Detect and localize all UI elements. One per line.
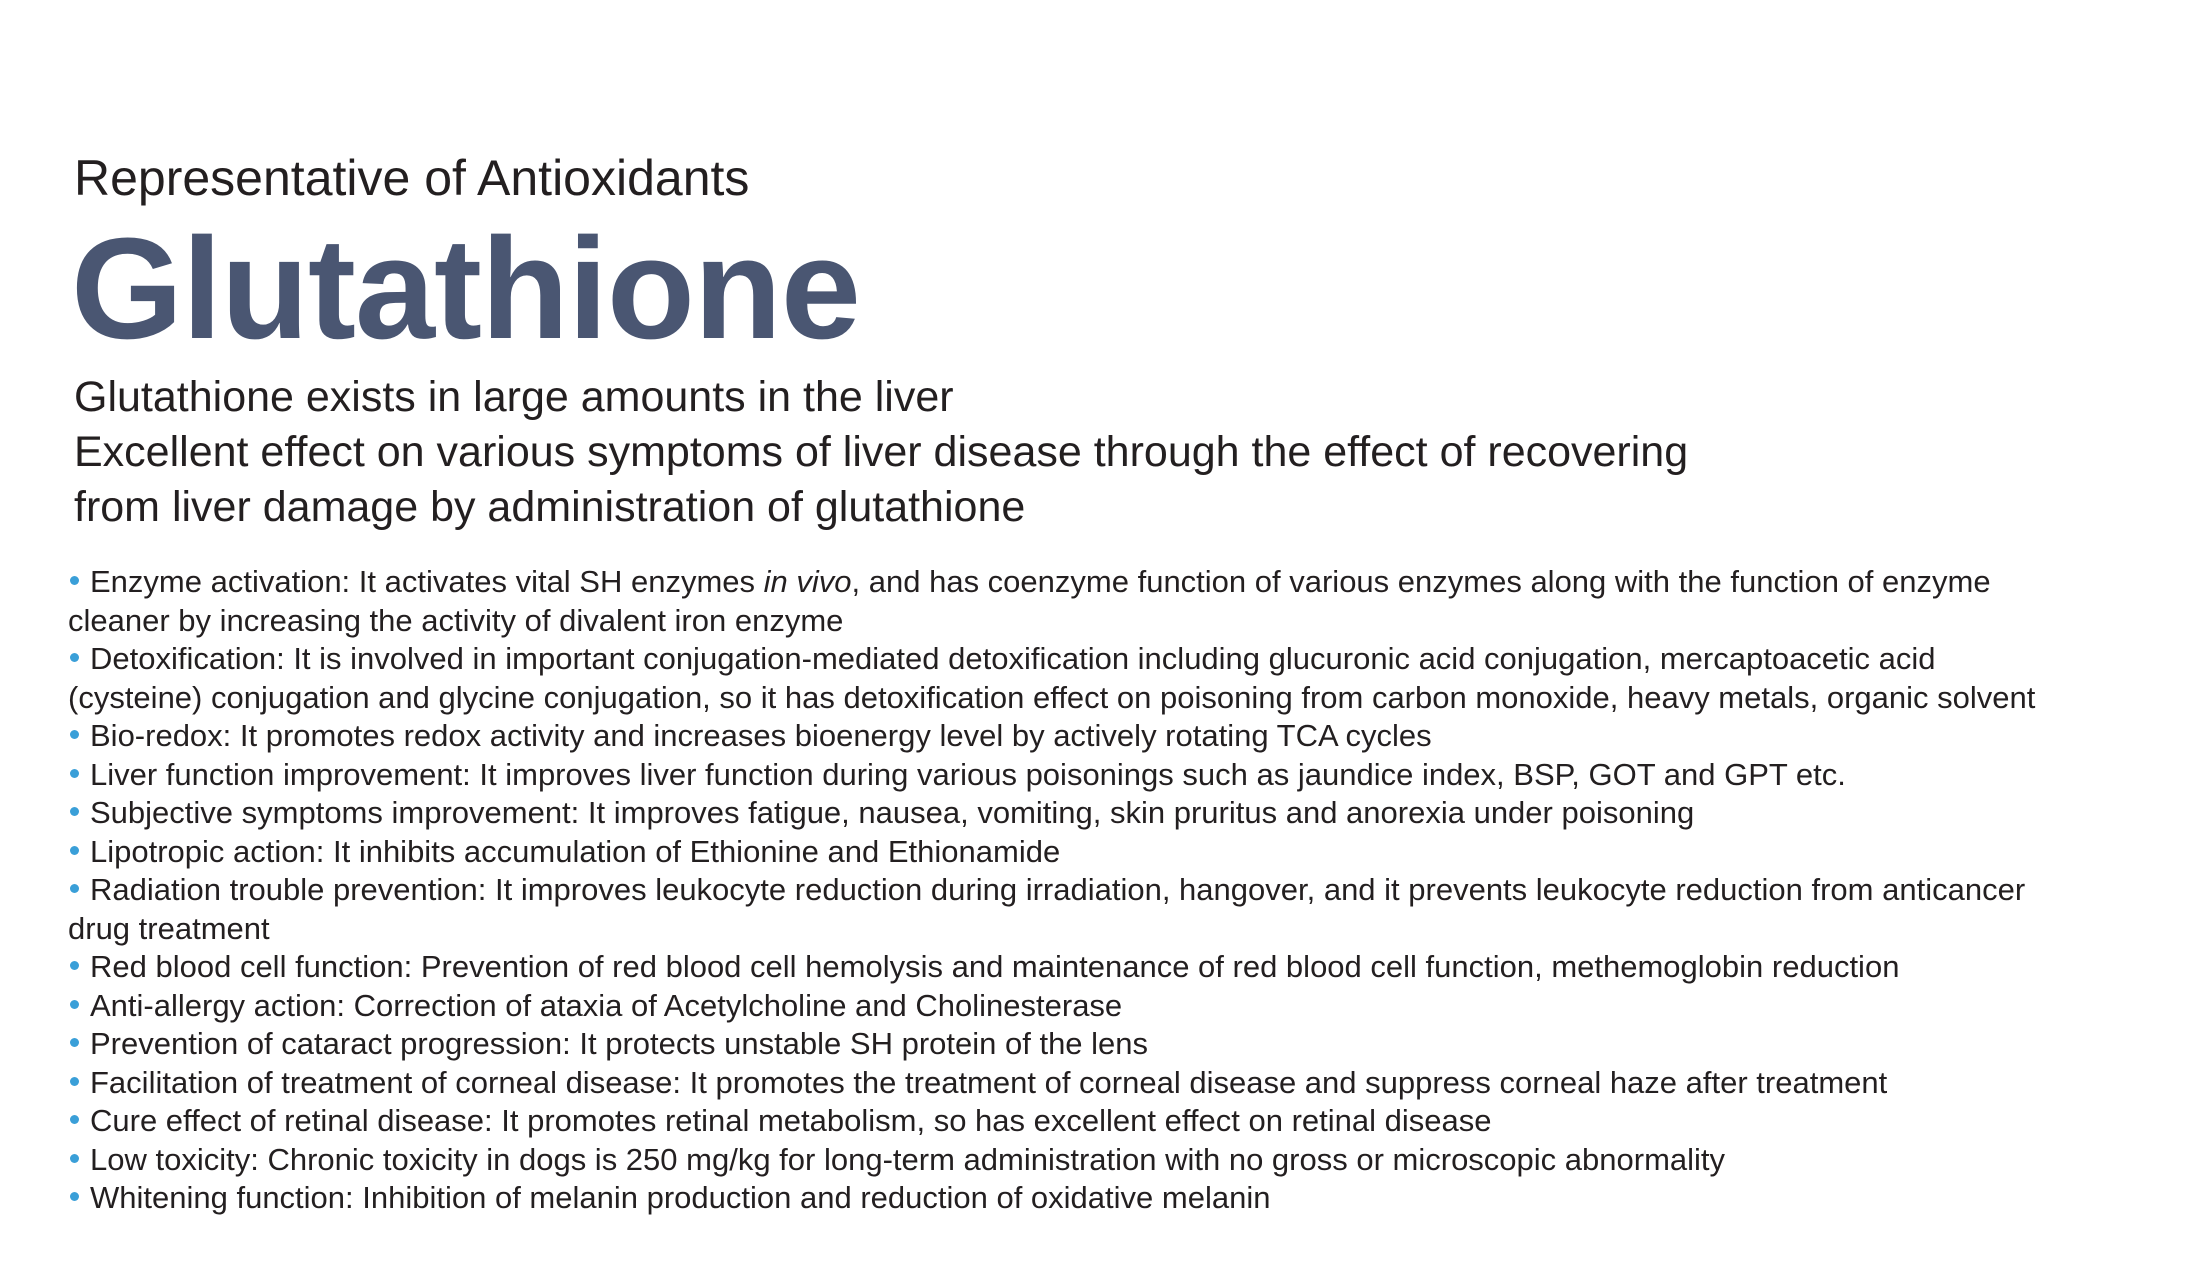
bullet-dot-icon xyxy=(70,576,79,585)
bullet-dot-icon xyxy=(70,961,79,970)
list-item xyxy=(68,563,2068,640)
list-item xyxy=(68,1102,2068,1141)
item-text: Low toxicity: Chronic toxicity in dogs is 250 mg/kg for long-term administration with no gross or microscopic abnormality xyxy=(90,1141,1726,1177)
list-item xyxy=(68,1025,2068,1064)
list-item xyxy=(68,640,2068,717)
bullet-dot-icon xyxy=(70,769,79,778)
document-content xyxy=(68,150,2134,1218)
bullet-dot-icon xyxy=(70,807,79,816)
intro-line: Glutathione exists in large amounts in the liver xyxy=(74,373,954,421)
benefit-list xyxy=(68,563,2068,1218)
item-text-continued: , and has coenzyme function of various enzymes along with the function of enzyme cleaner by increasing the activity of divalent iron enzyme xyxy=(68,564,1991,638)
item-text: Anti-allergy action: Correction of ataxia of Acetylcholine and Cholinesterase xyxy=(90,987,1123,1023)
bullet-dot-icon xyxy=(70,1115,79,1124)
list-item xyxy=(68,756,2068,795)
item-text: Bio-redox: It promotes redox activity and increases bioenergy level by actively rotating TCA cycles xyxy=(90,718,1432,753)
bullet-dot-icon xyxy=(70,1154,79,1163)
list-item xyxy=(68,794,2068,833)
bullet-dot-icon xyxy=(70,730,79,739)
bullet-dot-icon xyxy=(70,884,79,893)
list-item xyxy=(68,1141,2068,1180)
item-text: Detoxification: It is involved in important conjugation-mediated detoxification including glucuronic acid conjugation, mercaptoacetic acid (cysteine) conjugation and glycine conjugation, so it has detoxification effect on poisoning from carbon monoxide, heavy metals, organic solvent xyxy=(68,641,2036,715)
item-text: Prevention of cataract progression: It protects unstable SH protein of the lens xyxy=(90,1026,1149,1061)
list-item xyxy=(68,871,2068,948)
bullet-dot-icon xyxy=(70,846,79,855)
bullet-dot-icon xyxy=(70,1192,79,1201)
item-text: Enzyme activation: It activates vital SH enzymes xyxy=(90,564,764,599)
bullet-dot-icon xyxy=(70,1077,79,1086)
list-item xyxy=(68,1179,2068,1218)
intro-paragraph xyxy=(74,370,2134,535)
item-text: Whitening function: Inhibition of melanin production and reduction of oxidative melanin xyxy=(90,1180,1271,1215)
list-item xyxy=(68,1064,2068,1103)
intro-line: from liver damage by administration of glutathione xyxy=(74,483,1026,531)
eyebrow-heading: Representative of Antioxidants xyxy=(74,150,750,206)
bullet-dot-icon xyxy=(70,1038,79,1047)
bullet-dot-icon xyxy=(70,653,79,662)
item-text: Liver function improvement: It improves liver function during various poisonings such as jaundice index, BSP, GOT and GPT etc. xyxy=(90,756,1846,792)
item-text: Radiation trouble prevention: It improves leukocyte reduction during irradiation, hangover, and it prevents leukocyte reduction from anticancer drug treatment xyxy=(68,872,2026,946)
list-item xyxy=(68,833,2068,872)
item-text: Subjective symptoms improvement: It improves fatigue, nausea, vomiting, skin pruritus and anorexia under poisoning xyxy=(90,795,1695,830)
list-item xyxy=(68,948,2068,987)
item-text: Facilitation of treatment of corneal disease: It promotes the treatment of corneal disease and suppress corneal haze after treatment xyxy=(90,1064,1888,1100)
intro-line: Excellent effect on various symptoms of liver disease through the effect of recovering xyxy=(74,428,1689,476)
item-text: Red blood cell function: Prevention of red blood cell hemolysis and maintenance of red blood cell function, methemoglobin reduction xyxy=(90,949,1900,984)
item-italic-text: in vivo xyxy=(763,564,852,599)
item-text: Lipotropic action: It inhibits accumulation of Ethionine and Ethionamide xyxy=(90,833,1061,869)
list-item xyxy=(68,717,2068,756)
page-title: Glutathione xyxy=(71,208,860,369)
item-text: Cure effect of retinal disease: It promotes retinal metabolism, so has excellent effect on retinal disease xyxy=(90,1103,1492,1138)
bullet-dot-icon xyxy=(70,1000,79,1009)
list-item xyxy=(68,987,2068,1026)
